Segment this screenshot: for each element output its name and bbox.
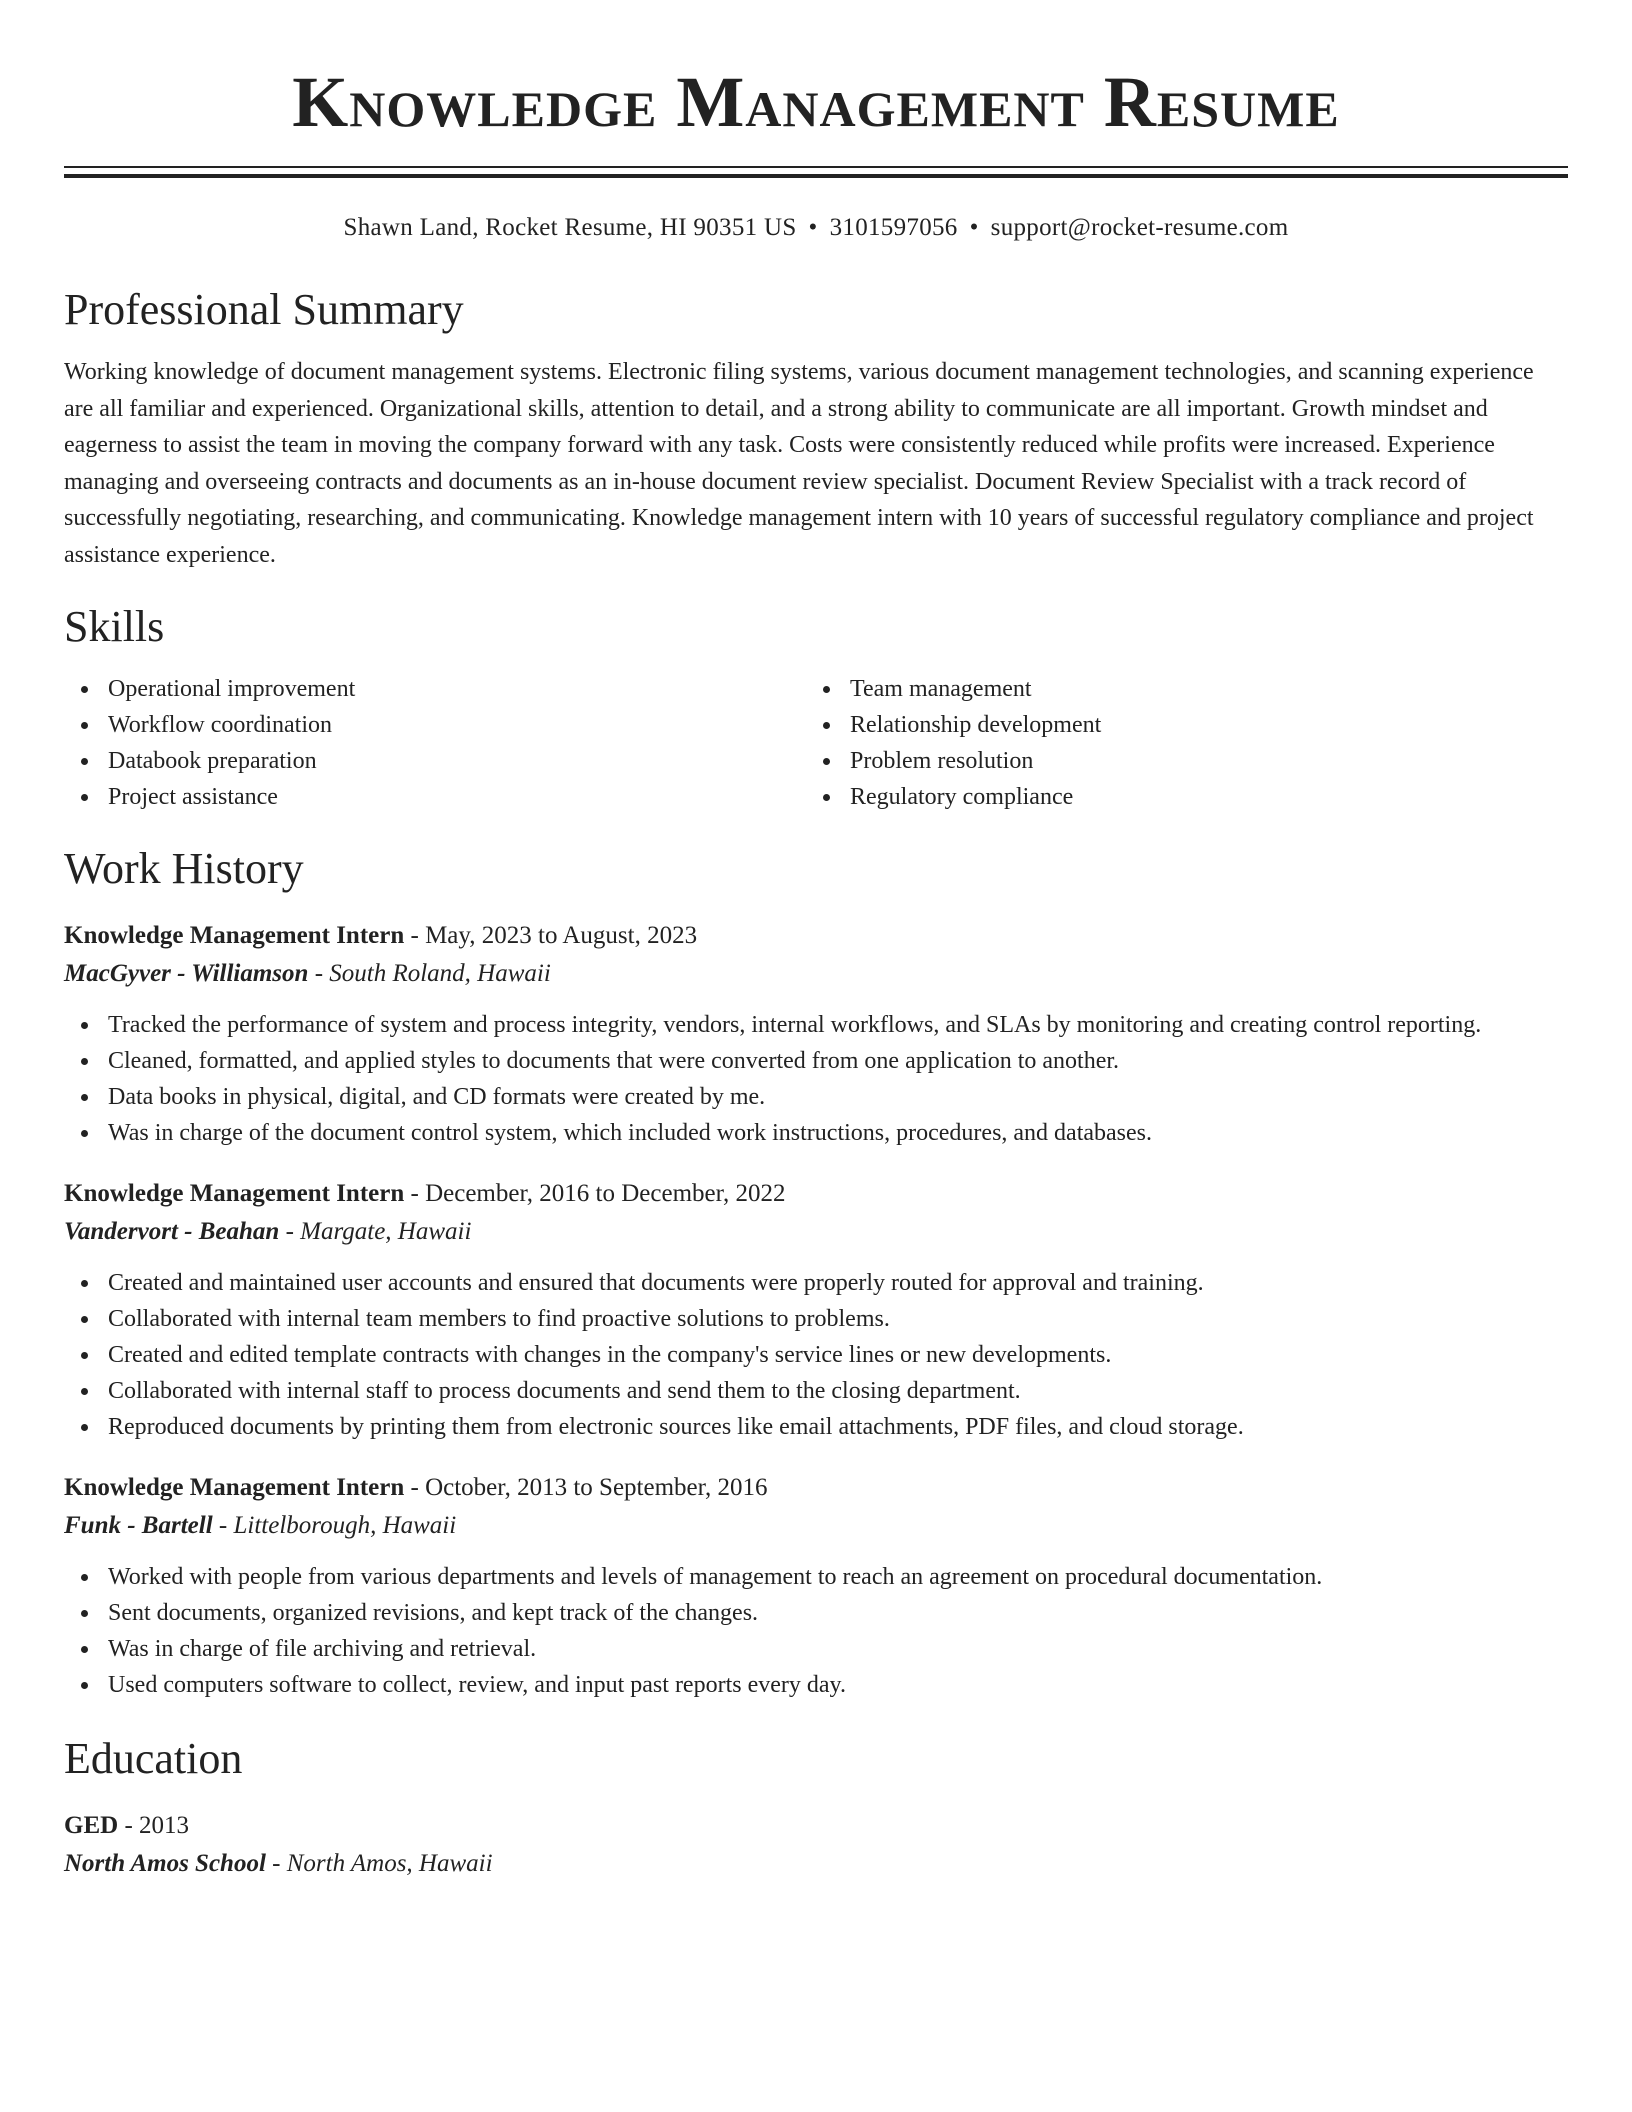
- resume-title: Knowledge Management Resume: [292, 62, 1340, 142]
- skill-item: Relationship development: [806, 707, 1548, 743]
- contact-separator: •: [808, 214, 818, 241]
- contact-address: Shawn Land, Rocket Resume, HI 90351 US: [343, 214, 797, 241]
- job-duty: Tracked the performance of system and process integrity, vendors, internal workflows, and SLAs by monitoring and creating control reporting.: [64, 1007, 1568, 1043]
- contact-separator: •: [969, 214, 979, 241]
- education-school: North Amos School: [64, 1850, 266, 1877]
- job-duty: Collaborated with internal team members to find proactive solutions to problems.: [64, 1301, 1568, 1337]
- skill-item: Databook preparation: [64, 743, 806, 779]
- job-duty: Data books in physical, digital, and CD formats were created by me.: [64, 1079, 1568, 1115]
- job-entry: [64, 1175, 1568, 1445]
- job-company: Funk - Bartell: [64, 1512, 213, 1539]
- job-entry: [64, 1469, 1568, 1703]
- job-header: Knowledge Management Intern - December, 2016 to December, 2022: [64, 1180, 786, 1207]
- job-header: Knowledge Management Intern - October, 2013 to September, 2016: [64, 1474, 768, 1501]
- education-degree: GED: [64, 1812, 119, 1839]
- skill-item: Team management: [806, 671, 1548, 707]
- contact-line: [64, 212, 1568, 244]
- job-employer: Funk - Bartell - Littelborough, Hawaii: [64, 1512, 457, 1539]
- skill-item: Regulatory compliance: [806, 779, 1548, 815]
- job-location: Littelborough, Hawaii: [233, 1512, 457, 1539]
- job-header: Knowledge Management Intern - May, 2023 to August, 2023: [64, 922, 698, 949]
- job-duties: [64, 1265, 1568, 1445]
- job-duty: Created and edited template contracts with changes in the company's service lines or new developments.: [64, 1337, 1568, 1373]
- education-location: North Amos, Hawaii: [286, 1850, 493, 1877]
- skill-item: Problem resolution: [806, 743, 1548, 779]
- education-heading: Education: [64, 1734, 243, 1783]
- skill-item: Workflow coordination: [64, 707, 806, 743]
- job-dates: December, 2016 to December, 2022: [425, 1180, 786, 1207]
- job-dates: October, 2013 to September, 2016: [425, 1474, 768, 1501]
- job-duties: [64, 1007, 1568, 1151]
- job-location: South Roland, Hawaii: [329, 960, 551, 987]
- summary-text: Working knowledge of document management systems. Electronic filing systems, various document management technologies, and scanning experience are all familiar and experienced. Organizational skills, attention to detail, and a strong ability to communicate are all important. Growth mindset and eagerness to assist the team in moving the company forward with any task. Costs were consistently reduced while profits were increased. Experience managing and overseeing contracts and documents as an in-house document review specialist. Document Review Specialist with a track record of successfully negotiating, researching, and communicating. Knowledge management intern with 10 years of successful regulatory compliance and project assistance experience.: [64, 359, 1534, 568]
- job-employer: Vandervort - Beahan - Margate, Hawaii: [64, 1218, 472, 1245]
- job-entry: [64, 917, 1568, 1151]
- job-duties: [64, 1559, 1568, 1703]
- skills-column-right: [806, 671, 1548, 815]
- job-role: Knowledge Management Intern: [64, 1180, 405, 1207]
- job-duty: Reproduced documents by printing them from electronic sources like email attachments, PDF files, and cloud storage.: [64, 1409, 1568, 1445]
- job-company: MacGyver - Williamson: [64, 960, 309, 987]
- education-school-line: North Amos School - North Amos, Hawaii: [64, 1850, 493, 1877]
- job-employer: MacGyver - Williamson - South Roland, Hawaii: [64, 960, 551, 987]
- job-role: Knowledge Management Intern: [64, 1474, 405, 1501]
- skills-column-left: [64, 671, 806, 815]
- job-duty: Cleaned, formatted, and applied styles to documents that were converted from one application to another.: [64, 1043, 1568, 1079]
- job-duty: Was in charge of file archiving and retrieval.: [64, 1631, 1568, 1667]
- title-divider-thin: [64, 166, 1568, 168]
- job-duty: Was in charge of the document control system, which included work instructions, procedures, and databases.: [64, 1115, 1568, 1151]
- education-entry: [64, 1807, 1568, 1883]
- skills-heading: Skills: [64, 602, 165, 651]
- work-history-heading: Work History: [64, 844, 304, 893]
- job-duty: Collaborated with internal staff to process documents and send them to the closing department.: [64, 1373, 1568, 1409]
- job-location: Margate, Hawaii: [300, 1218, 472, 1245]
- job-dates: May, 2023 to August, 2023: [425, 922, 698, 949]
- education-degree-line: GED - 2013: [64, 1812, 190, 1839]
- job-duty: Used computers software to collect, review, and input past reports every day.: [64, 1667, 1568, 1703]
- summary-heading: Professional Summary: [64, 285, 464, 334]
- work-history-list: [64, 917, 1568, 1703]
- contact-phone: 3101597056: [829, 214, 958, 241]
- skill-item: Operational improvement: [64, 671, 806, 707]
- job-duty: Sent documents, organized revisions, and kept track of the changes.: [64, 1595, 1568, 1631]
- job-company: Vandervort - Beahan: [64, 1218, 280, 1245]
- skill-item: Project assistance: [64, 779, 806, 815]
- job-duty: Worked with people from various departments and levels of management to reach an agreement on procedural documentation.: [64, 1559, 1568, 1595]
- skills-list: [64, 671, 1568, 815]
- job-role: Knowledge Management Intern: [64, 922, 405, 949]
- education-year: 2013: [139, 1812, 190, 1839]
- contact-email: support@rocket-resume.com: [990, 214, 1289, 241]
- job-duty: Created and maintained user accounts and ensured that documents were properly routed for approval and training.: [64, 1265, 1568, 1301]
- title-divider-thick: [64, 174, 1568, 178]
